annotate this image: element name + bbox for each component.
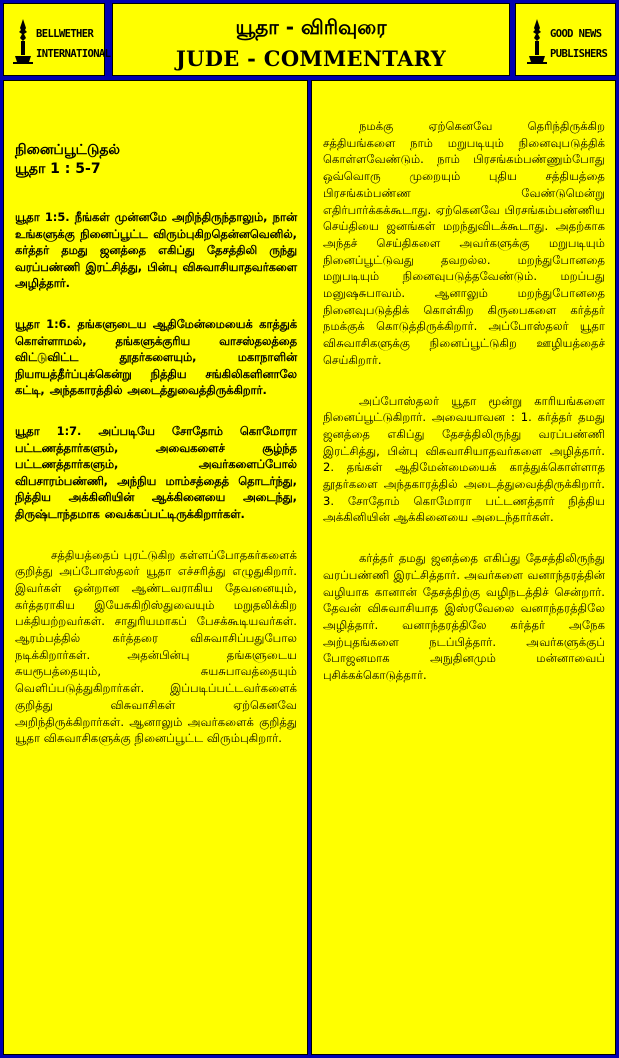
- quill-icon: [12, 18, 34, 64]
- title-banner: [112, 3, 510, 76]
- page-title-english: JUDE - COMMENTARY: [175, 46, 447, 71]
- publisher-logo-right: [515, 3, 616, 76]
- verse-1-5: யூதா 1:5. நீங்கள் முன்னமே அறிந்திருந்தாலும், நான் உங்களுக்கு நினைப்பூட்ட விரும்புகிறதென்னவெனில், கர்த்தர் தமது ஜனத்தை எகிப்து தேசத்திலி ருந்து வரப்பண்ணி இரட்சித்து, பின்பு விசுவாசியாதவர்களை அழித்தார்.: [15, 210, 297, 291]
- publisher-logo-left: [3, 3, 111, 76]
- logo-left-line2: INTERNATIONAL: [36, 48, 111, 60]
- left-column-content: [15, 141, 297, 771]
- quill-icon: [526, 18, 548, 64]
- left-column: [3, 80, 308, 1055]
- verse-1-6: யூதா 1:6. தங்களுடைய ஆதிமேன்மையைக் காத்துக் கொள்ளாமல், தங்களுக்குரிய வாசஸ்தலத்தை விட்டுவிட்ட தூதர்களையும், மகாநாளின் நியாயத்தீர்ப்புக்கென்று நித்திய சங்கிலிகளினாலே கட்டி, அந்தகாரத்தில் அடைத்துவைத்திருக்கிறார்.: [15, 316, 297, 398]
- page-title-tamil: யூதா - விரிவுரை: [235, 15, 387, 39]
- logo-left-line1: BELLWETHER: [36, 28, 94, 40]
- verse-1-7: யூதா 1:7. அப்படியே சோதோம் கொமோரா பட்டணத்தார்களும், அவைகளைச் சூழ்ந்த பட்டணத்தார்களும், அவர்களைப்போல் விபசாரம்பண்ணி, அந்நிய மாம்சத்தைத் தொடர்ந்து, நித்திய அக்கினியின் ஆக்கினையை அடைந்து, திருஷ்டாந்தமாக வைக்கப்பட்டிருக்கிறார்கள்.: [15, 423, 297, 521]
- section-heading: நினைப்பூட்டுதல்: [15, 142, 121, 158]
- commentary-paragraph: சத்தியத்தைப் புரட்டுகிற கள்ளப்போதகர்களைக் குறித்து அப்போஸ்தலர் யூதா எச்சரித்து எழுதுகிறார். இவர்கள் ஒன்றான ஆண்டவராகிய தேவனையும், கர்த்தராகிய இயேசுகிறிஸ்துவையும் மறுதலிக்கிற பக்தியற்றவர்கள். சாதுரியமாகப் பேசக்கூடியவர்கள். ஆரம்பத்தில் கர்த்தரை விசுவாசிப்பதுபோல நடிக்கிறார்கள். அதன்பின்பு தங்களுடைய சுயரூபத்தையும், சுயசுபாவத்தையும் வெளிப்படுத்துகிறார்கள். இப்படிப்பட்டவர்களைக் குறித்து விசுவாசிகள் ஏற்கெனவே அறிந்திருக்கிறார்கள். ஆனாலும் அவர்களைக் குறித்து யூதா விசுவாசிகளுக்கு நினைப்பூட்ட விரும்புகிறார்.: [15, 547, 297, 746]
- right-column-content: [323, 118, 605, 708]
- good-news-logo: [526, 18, 616, 66]
- commentary-paragraph: அப்போஸ்தலர் யூதா மூன்று காரியங்களை நினைப்பூட்டுகிறார். அவையாவன : 1. கர்த்தர் தமது ஜனத்தை எகிப்து தேசத்திலிருந்து வரப்பண்ணி இரட்சித்து, பின்பு விசுவாசியாதவர்களை அழித்தார். 2. தங்கள் ஆதிமேன்மையைக் காத்துக்கொள்ளாத தூதர்களை அந்தகாரத்தில் அடைத்துவைத்திருக்கிறார். 3. சோதோம் கொமோரா பட்டணத்தார் நித்திய அக்கினியின் ஆக்கினையை அடைந்தார்கள்.: [323, 393, 605, 525]
- logo-right-line2: PUBLISHERS: [550, 48, 608, 60]
- commentary-paragraph: கர்த்தர் தமது ஜனத்தை எகிப்து தேசத்திலிருந்து வரப்பண்ணி இரட்சித்தார். அவர்களை வனாந்தரத்தின் வழியாக கானான் தேசத்திற்கு வழிநடத்திச் சென்றார். தேவன் விசுவாசியாத இஸ்ரவேலை வனாந்தரத்திலே அழித்தார். வனாந்தரத்திலே கர்த்தர் அநேக அற்புதங்களை நடப்பித்தார். அவர்களுக்குப் போஜனமாக அநுதினமும் மன்னாவைப் புசிக்கக்கொடுத்தார்.: [323, 551, 605, 683]
- bellwether-logo: [12, 18, 111, 66]
- right-column: [311, 80, 616, 1055]
- scripture-reference: யூதா 1 : 5-7: [15, 161, 101, 177]
- commentary-paragraph: நமக்கு ஏற்கெனவே தெரிந்திருக்கிற சத்தியங்களை நாம் மறுபடியும் நினைவுபடுத்திக் கொள்ளவேண்டும். நாம் பிரசங்கம்பண்ணும்போது ஒவ்வொரு முறையும் புதிய சத்தியத்தை பிரசங்கம்பண்ண வேண்டுமென்று எதிர்பார்க்கக்கூடாது. ஏற்கெனவே பிரசங்கம்பண்ணிய செய்தியை ஜனங்கள் மறந்துவிடக்கூடாது. அதற்காக அந்தச் செய்திகளை அவர்களுக்கு மறுபடியும் நினைப்பூட்டுவது தவறல்ல. மறந்துபோனதை மறுபடியும் நினைவுபடுத்தவேண்டும். மறப்பது மனுஷசுபாவம். ஆனாலும் மறந்துபோனதை நினைவுபடுத்திக் கொள்கிற கிருபைகளை கர்த்தர் நமக்குக் கொடுத்திருக்கிறார். அப்போஸ்தலர் யூதா விசுவாசிகளுக்கு நினைப்பூட்டுகிற ஊழியத்தைச் செய்கிறார்.: [323, 119, 605, 367]
- logo-right-line1: GOOD NEWS: [550, 28, 602, 40]
